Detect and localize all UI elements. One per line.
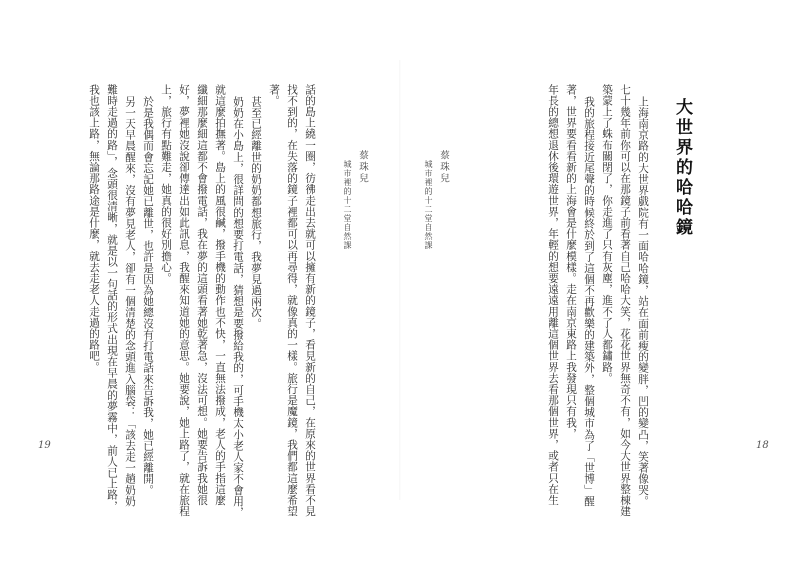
body-line: 我的旅程接近尾聲的時候終於到了這個不再歡樂的建築外，整個城市為了「世博」醒 [583, 96, 595, 507]
running-header-subtitle: 城市裡的十二堂自然課 [424, 160, 433, 250]
page-number: 19 [38, 440, 51, 451]
body-line: 於是我偶而會忘記她已離世，也許是因為她總沒有打電話來告訴我，她已經離開。 [142, 96, 154, 496]
body-line: 上海南京路的大世界戲院有一面哈哈鏡，站在面前瘦的變胖，凹的變凸，笑著像哭。 [637, 96, 649, 507]
page-number: 18 [756, 440, 769, 451]
chapter-title: 大世界的哈哈鏡 [672, 98, 692, 238]
running-header-author: 蔡珠兒 [357, 150, 368, 185]
right-page [400, 0, 800, 567]
body-line: 著，世界要看看新的上海會是什麼模樣。走在南京東路上我發現只有我， [565, 84, 577, 440]
body-line: 年長的總想退休後環遊世界，年輕的想要遠遠用離這個世界去看那個世界，或者只在生 [547, 84, 559, 506]
body-line: 纖細那麼細這都不會撥電話，我在夢的這頭看著她乾著急，沒法可想。她要告訴我她很 [196, 84, 208, 506]
body-line: 話的島上繞一圈，彷彿走出去就可以擁有新的鏡子，看見新的自己，在原來的世界看不見 [304, 84, 316, 517]
body-line: 就這麼拍撫著。島上的風很鹹，撥手機的動作也不快，一直無法撥成，老人的手指這麼 [214, 84, 226, 506]
body-line: 甚至已經離世的奶奶都想旅行，我夢見過兩次。 [250, 96, 262, 330]
body-line: 奶奶在小島上，很詳問的想要打電話，猜想是要撥給我的，可手機太小老人家不會用， [232, 96, 244, 518]
body-line: 著。 [268, 84, 280, 107]
running-header-author: 蔡珠兒 [438, 150, 449, 185]
body-line: 築蒙上了蛛布關閉了，你走進了只有灰塵，進不了人都鏽路。 [601, 84, 613, 384]
body-line: 好，夢裡她沒說卻傳達出如此訊息，我醒來知道她的意思。她要說，她上路了，就在旅程 [178, 84, 190, 517]
body-line: 另一天早晨醒來，沒有夢見老人，卻有一個清楚的念頭進入腦袋：「該去走一趟奶奶 [124, 96, 136, 507]
body-line: 難時走過的路」，念頭很清晰，就是以一句話的形式出現在早晨的夢霧中，前人已上路， [106, 84, 118, 512]
body-line: 我也該上路，無論那路途是什麼，就去走老人走過的路吧。 [88, 84, 100, 373]
body-line: 上，旅行有點難走，她真的很好別擔心。 [160, 84, 172, 284]
running-header-subtitle: 城市裡的十二堂自然課 [343, 160, 352, 250]
body-line: 找不到的，在失落的鏡子裡都可以再尋得，就像真的一樣。旅行是魔鏡，我們都這麼希望 [286, 84, 298, 517]
body-line: 七十幾年前你可以在那鏡子前看著自己哈哈大笑，花花世界無奇不有，如今大世界整棟建 [619, 84, 631, 517]
